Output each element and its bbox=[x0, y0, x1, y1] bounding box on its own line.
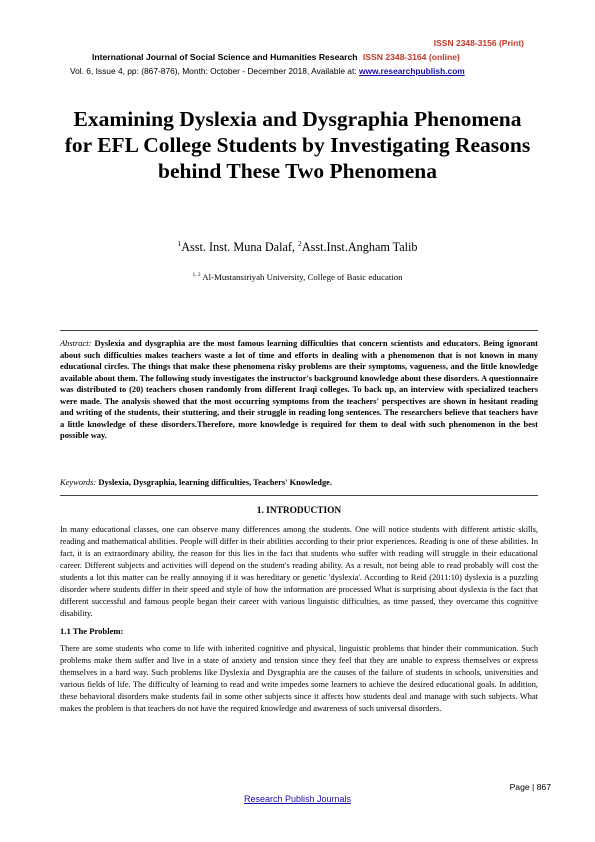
affiliation-sup: 1, 2 bbox=[192, 272, 201, 279]
abstract bbox=[60, 338, 538, 442]
affiliation-text: Al-Mustansiriyah University, College of Basic education bbox=[200, 272, 403, 282]
paper-title: Examining Dyslexia and Dysgraphia Phenomena for EFL College Students by Investigating Reasons behind These Two Phenomena bbox=[64, 107, 531, 183]
problem-paragraph: There are some students who come to life with inherited cognitive and physical, linguistic problems that hinder their communication. Such problems make them suffer and live in a state of anxiety and tension since they feel that they are unable to express themselves or express themselves in a hard way. Such problems like Dyslexia and Dysgraphia are the causes of the failure of students in schools, universities and various fields of life. The difficulty of learning to read and write impedes some learners to achieve the desired educational goals. In addition, these behavioral disorders make students fail in some other subjects since it affects how students deal and manage with such subjects. What makes the problem is that teachers do not have the required knowledge and awareness of such universal disorders. bbox=[60, 644, 538, 714]
author-1: Asst. Inst. Muna Dalaf, bbox=[181, 240, 299, 254]
footer bbox=[0, 794, 595, 804]
journal-header bbox=[92, 52, 460, 62]
page-number: Page | 867 bbox=[509, 782, 551, 792]
subsection-heading-problem: 1.1 The Problem: bbox=[60, 626, 124, 636]
publisher-link[interactable]: Research Publish Journals bbox=[243, 794, 352, 804]
author-1-sup: 1 bbox=[177, 238, 182, 248]
abstract-label: Abstract: bbox=[60, 338, 92, 348]
introduction-paragraph: In many educational classes, one can observe many differences among the students. One will notice students with different artistic skills, reading and mathematical abilities. People will differ in their abilities according to their prior experiences. Reading is one of these abilities. In fact, it is an extraordinary ability, the reason for this lies in the fact that students who suffer with reading will struggle in their educational career. Different subjects and activities will depend on the student's reading ability. As a result, not being able to read probably will cost the students a lot this matter can be really annoying if it was hereditary or genetic 'dyslexia'. According to Reid (2011:10) dyslexia is a puzzling disorder where students differ in their speed and style of how the information are processed What is surprising about dyslexia is the fact that different successful and famous people began their career with various linguistic difficulties, as time passed, they overcame this cognitive disability. bbox=[60, 525, 538, 619]
section-heading-introduction: 1. INTRODUCTION bbox=[256, 506, 342, 516]
volume-info: Vol. 6, Issue 4, pp: (867-876), Month: October - December 2018, Available at: bbox=[70, 66, 357, 76]
journal-name: International Journal of Social Science and Humanities Research bbox=[92, 52, 358, 62]
issn-online: ISSN 2348-3164 (online) bbox=[362, 52, 460, 62]
keywords bbox=[60, 477, 538, 487]
issn-print: ISSN 2348-3156 (Print) bbox=[433, 38, 524, 48]
abstract-top-rule bbox=[60, 330, 538, 331]
volume-info-line bbox=[70, 66, 465, 76]
keywords-label: Keywords: bbox=[60, 477, 97, 487]
author-2: Asst.Inst.Angham Talib bbox=[301, 240, 418, 254]
keywords-text: Dyslexia, Dysgraphia, learning difficulties, Teachers' Knowledge. bbox=[96, 477, 333, 487]
abstract-text: Dyslexia and dysgraphia are the most famous learning difficulties that concern scientists and educators. Being ignorant about such difficulties makes teachers waste a lot of time and efforts in dealing with a phenomenon that is not known in many educational circles. The things that make these phenomena risky problems are their symptoms, vagueness, and the little knowledge available about them. The following study investigates the instructor's background knowledge about these disorders. A questionnaire was distributed to (20) teachers chosen randomly from different Iraqi colleges. To back up, an interview with specialized teachers were made. The analysis showed that the most occurring symptoms from the teachers' perspectives are shown in hesitant reading and writing of the students, their stuttering, and their struggle in reading long sentences. The researchers believe that teachers have a little knowledge of these disorders.Therefore, more knowledge is required for them to deal with such phenomenon in the best possible way. bbox=[60, 338, 538, 441]
website-link[interactable]: www.researchpublish.com bbox=[358, 66, 465, 76]
author-2-sup: 2 bbox=[298, 238, 302, 248]
abstract-bottom-rule bbox=[60, 495, 538, 496]
authors bbox=[60, 240, 535, 255]
affiliation bbox=[60, 272, 535, 282]
